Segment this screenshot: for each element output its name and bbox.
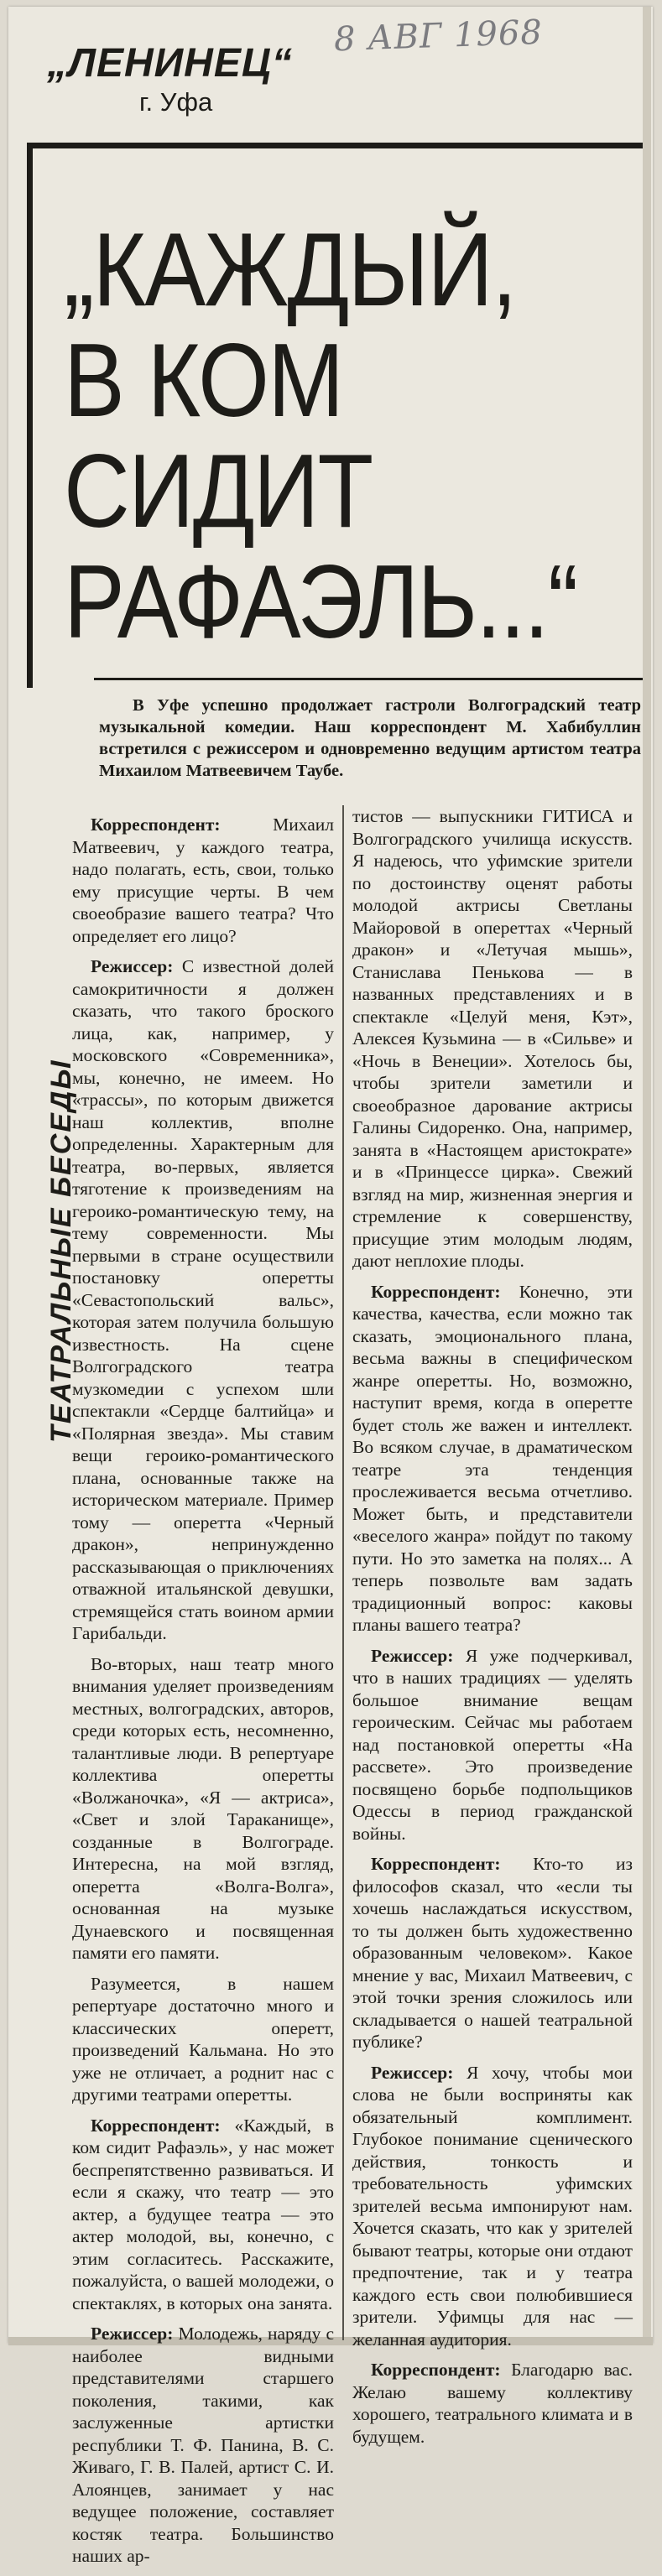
left-rule: [27, 143, 33, 688]
paragraph-text: Я хочу, чтобы мои слова не были восприняты как обязательный комплимент. Глубокое понимание сценического действия, тонкость и требовательность уфимских зрителей весьма импонируют нам. Хочется сказать, что как у зрителей бывают театры, которые они отдают предпочтение, так и у театра каждого есть свои полюбившиеся зрители. Уфимцы для нас — желанная аудитория.: [352, 2062, 633, 2350]
speaker-label: Режиссер:: [91, 956, 174, 976]
headline-line-1: „КАЖДЫЙ,: [64, 212, 516, 328]
text-column-1: [72, 814, 334, 2576]
lead-rule: [94, 678, 643, 680]
paragraph: [72, 2323, 334, 2568]
paragraph: [72, 814, 334, 947]
paragraph: [72, 2115, 334, 2315]
paragraph-text: Кто-то из философов сказал, что «если ты хочешь наслаждаться искусством, то ты должен быть художественно образованным человеком». Какое мнение у вас, Михаил Матвеевич, с этой точки зрения сложилось или складывается о нашей театральной публике?: [352, 1854, 633, 2052]
newspaper-city: г. Уфа: [139, 87, 213, 117]
lead-paragraph: В Уфе успешно продолжает гастроли Волгоградский театр музыкальной комедии. Наш корреспондент М. Хабибуллин встретился с режиссером и одновременно ведущим артистом театра Михаилом Матвеевичем Таубе.: [99, 696, 641, 780]
date-stamp: 8 АВГ 1968: [333, 13, 544, 60]
speaker-label: Корреспондент:: [91, 814, 221, 835]
paragraph: [352, 1645, 633, 1845]
speaker-label: Корреспондент:: [371, 1854, 501, 1874]
paragraph-text: тистов — выпускники ГИТИСА и Волгоградского училища искусств. Я надеюсь, что уфимские зрители по достоинству оценят работы молодой актрисы Светланы Майоровой в опереттах «Черный дракон» и «Летучая мышь», Станислава Пенькова — в названных представлениях и в спектакле «Целуй меня, Кэт», Алексея Кузьмина — в «Сильве» и «Ночь в Венеции». Хотелось бы, чтобы зрители заметили и своеобразное дарование актрисы Галины Сидоренко. Она, например, занята в «Настоящем аристократе» и в «Принцессе цирка». Свежий взгляд на мир, жизненная энергия и стремление к совершенству, присущие этим молодым людям, дают неплохие плоды.: [352, 806, 633, 1271]
paragraph: [352, 2062, 633, 2351]
speaker-label: Режиссер:: [371, 2062, 454, 2083]
text-column-2: [352, 805, 633, 2456]
headline-line-2: В КОМ: [64, 323, 343, 439]
paragraph-text: Разумеется, в нашем репертуаре достаточно много и классических оперетт, произведений Кальмана. Но это уже не отличает, а роднит нас с другими театрами оперетты.: [72, 1973, 334, 2105]
paragraph-text: Молодежь, наряду с наиболее видными представителями старшего поколения, такими, как заслуженные артистки республики Т. Ф. Панина, В. С. Живаго, Г. В. Палей, артист С. И. Алоянцев, занимает у нас ведущее положение, составляет костяк театра. Большинство наших ар-: [72, 2324, 335, 2566]
speaker-label: Режиссер:: [371, 1645, 454, 1666]
newspaper-name: „ЛЕНИНЕЦ“: [47, 41, 293, 86]
paragraph: [352, 1281, 633, 1637]
headline: [64, 212, 577, 660]
paragraph-text: «Каждый, в ком сидит Рафаэль», у нас может беспрепятственно развиваться. И если я скажу, что театр — это актер, а будущее театра — это актер молодой, вы, конечно, с этим согласитесь. Расскажите, пожалуйста, о вашей молодежи, о спектаклях, в которых она занята.: [72, 2115, 334, 2313]
paragraph-text: Благодарю вас. Желаю вашему коллективу хорошего, театрального климата и в будущем.: [352, 2360, 633, 2447]
paragraph: [72, 955, 334, 1645]
speaker-label: Корреспондент:: [371, 2360, 501, 2380]
clipping-edge-shadow: [643, 7, 651, 2344]
top-rule: [27, 143, 643, 148]
speaker-label: Корреспондент:: [91, 2115, 221, 2136]
paragraph: [352, 1853, 633, 2053]
paragraph-text: С известной долей самокритичности я должен сказать, что такого броского лица, как, например, у московского «Современника», мы, конечно, не имеем. Но «трассы», по которым движется наш коллектив, вполне определенны. Характерным для театра, во-первых, является тяготение к произведениям на героико-романтическую тему, на тему современности. Мы первыми в стране осуществили постановку оперетты «Севастопольский вальс», которая затем получила большую известность. На сцене Волгоградского театра музкомедии с успехом шли спектакли «Сердце балтийца» и «Полярная звезда». Мы ставим вещи героико-романтического плана, основанные также на историческом материале. Пример тому — оперетта «Черный дракон», непринужденно рассказывающая о приключениях отважной итальянской девушки, стремящейся стать воином армии Гарибальди.: [72, 956, 335, 1643]
headline-line-3: СИДИТ: [64, 434, 373, 549]
speaker-label: Режиссер:: [91, 2324, 174, 2344]
speaker-label: Корреспондент:: [371, 1281, 501, 1302]
rubric-label: ТЕАТРАЛЬНЫЕ БЕСЕДЫ: [45, 1059, 77, 1443]
paragraph-text: Михаил Матвеевич, у каждого театра, надо полагать, есть, свои, только ему присущие черты. В чем своеобразие вашего театра? Что определяет его лицо?: [72, 814, 334, 946]
paragraph-text: Я уже подчеркивал, что в наших традициях — уделять большое внимание вещам героическим. Сейчас мы работаем над постановкой оперетты «На рассвете». Это произведение посвящено борьбе подпольщиков Одессы в период гражданской войны.: [352, 1645, 633, 1844]
paragraph: [72, 1973, 334, 2106]
headline-line-4: РАФАЭЛЬ...“: [64, 544, 577, 660]
paragraph-text: Конечно, эти качества, качества, если можно так сказать, эмоционального плана, весьма важны в специфическом жанре оперетты. Но, возможно, наступит время, когда в оперетте будет столь же важен и интеллект. Во всяком случае, в драматическом театре эта тенденция прослеживается весьма отчетливо. Может быть, и представители «веселого жанра» пойдут по такому пути. Но это заметка на полях... А теперь позвольте вам задать традиционный вопрос: каковы планы вашего театра?: [352, 1281, 633, 1635]
paragraph: [72, 1653, 334, 1965]
rubric-container: [20, 1007, 77, 1443]
paragraph: [352, 2359, 633, 2448]
column-divider: [342, 805, 344, 2340]
paragraph: [352, 805, 633, 1272]
paragraph-text: Во-вторых, наш театр много внимания уделяет произведениям местных, волгоградских, авторов, среди которых есть, несомненно, талантливые люди. В репертуаре коллектива оперетты «Волжаночка», «Я — актриса», «Свет и злой Тараканище», созданные в Волгограде. Интересна, на мой взгляд, оперетта «Волга-Волга», основанная на музыке Дунаевского и посвященная памяти его памяти.: [72, 1653, 334, 1963]
